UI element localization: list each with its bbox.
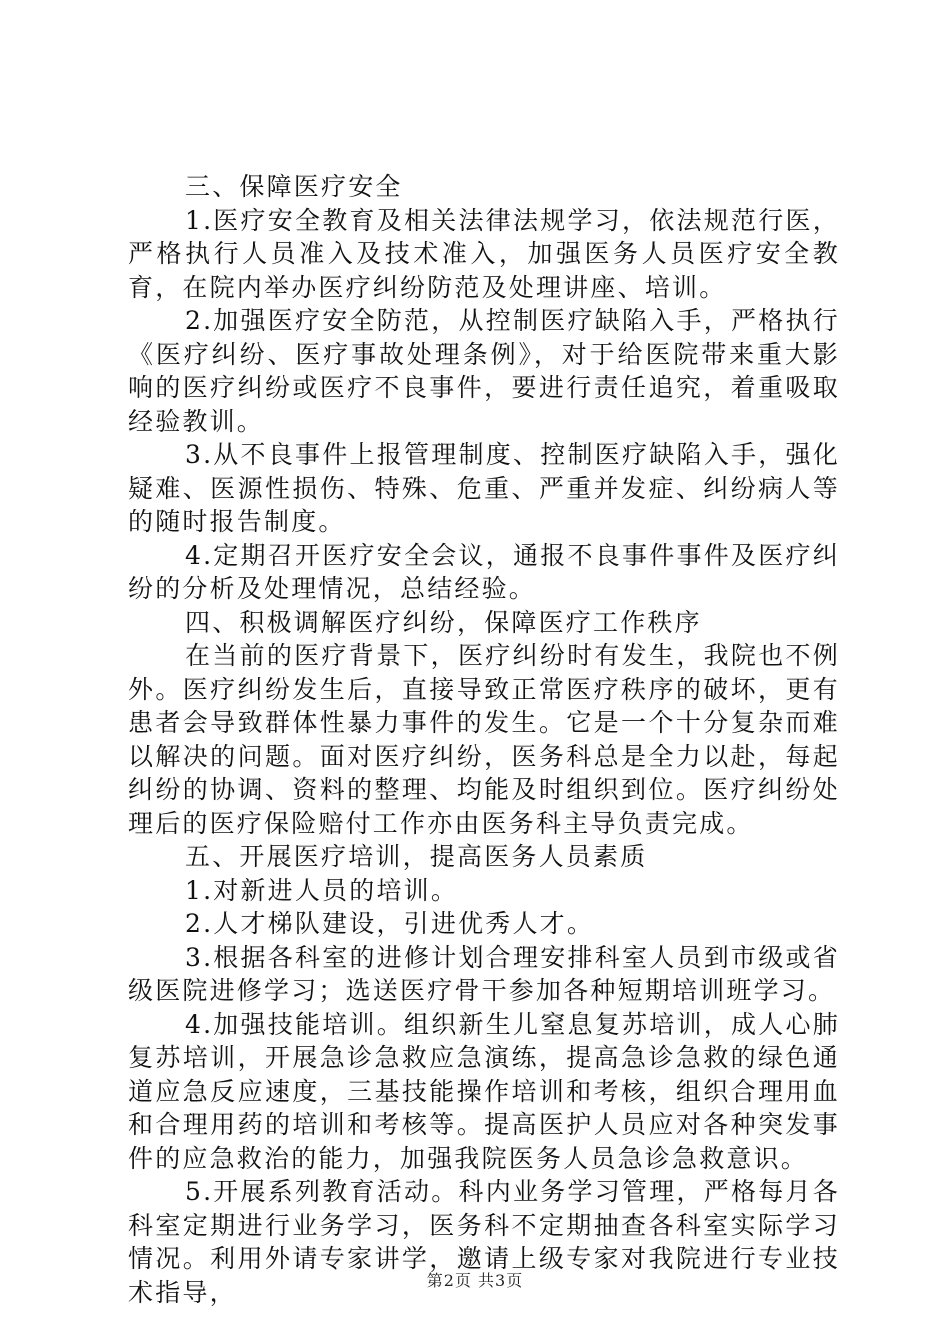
section-heading-4: 四、积极调解医疗纠纷，保障医疗工作秩序 [185, 607, 702, 637]
paragraph: 1.医疗安全教育及相关法律法规学习，依法规范行医，严格执行人员准入及技术准入，加强医务人员医疗安全教育，在院内举办医疗纠纷防范及处理讲座、培训。 [128, 205, 840, 302]
paragraph: 3.从不良事件上报管理制度、控制医疗缺陷入手，强化疑难、医源性损伤、特殊、危重、严重并发症、纠纷病人等的随时报告制度。 [128, 440, 840, 536]
paragraph: 5.开展系列教育活动。科内业务学习管理，严格每月各科室定期进行业务学习，医务科不定期抽查各科室实际学习情况。利用外请专家讲学，邀请上级专家对我院进行专业技术指导， [128, 1177, 840, 1307]
paragraph: 在当前的医疗背景下，医疗纠纷时有发生，我院也不例外。医疗纠纷发生后，直接导致正常医疗秩序的破坏，更有患者会导致群体性暴力事件的发生。它是一个十分复杂而难以解决的问题。面对医疗纠纷，医务科总是全力以赴，每起纠纷的协调、资料的整理、均能及时组织到位。医疗纠纷处理后的医疗保险赔付工作亦由医务科主导负责完成。 [128, 641, 840, 838]
paragraph: 4.定期召开医疗安全会议，通报不良事件事件及医疗纠纷的分析及处理情况，总结经验。 [128, 540, 840, 603]
section-heading-5: 五、开展医疗培训，提高医务人员素质 [185, 842, 648, 871]
paragraph: 2.人才梯队建设，引进优秀人才。 [185, 909, 595, 938]
paragraph: 3.根据各科室的进修计划合理安排科室人员到市级或省级医院进修学习；选送医疗骨干参加各种短期培训班学习。 [128, 942, 840, 1005]
page-footer: 第2页 共3页 [426, 1271, 524, 1290]
section-heading-3: 三、保障医疗安全 [185, 172, 403, 201]
document-body [128, 170, 840, 1309]
paragraph: 2.加强医疗安全防范，从控制医疗缺陷入手，严格执行《医疗纠纷、医疗事故处理条例》，对于给医院带来重大影响的医疗纠纷或医疗不良事件，要进行责任追究，着重吸取经验教训。 [128, 306, 840, 436]
paragraph: 1.对新进人员的培训。 [185, 875, 459, 905]
paragraph: 4.加强技能培训。组织新生儿窒息复苏培训，成人心肺复苏培训，开展急诊急救应急演练，提高急诊急救的绿色通道应急反应速度，三基技能操作培训和考核，组织合理用血和合理用药的培训和考核等。提高医护人员应对各种突发事件的应急救治的能力，加强我院医务人员急诊急救意识。 [128, 1009, 840, 1173]
